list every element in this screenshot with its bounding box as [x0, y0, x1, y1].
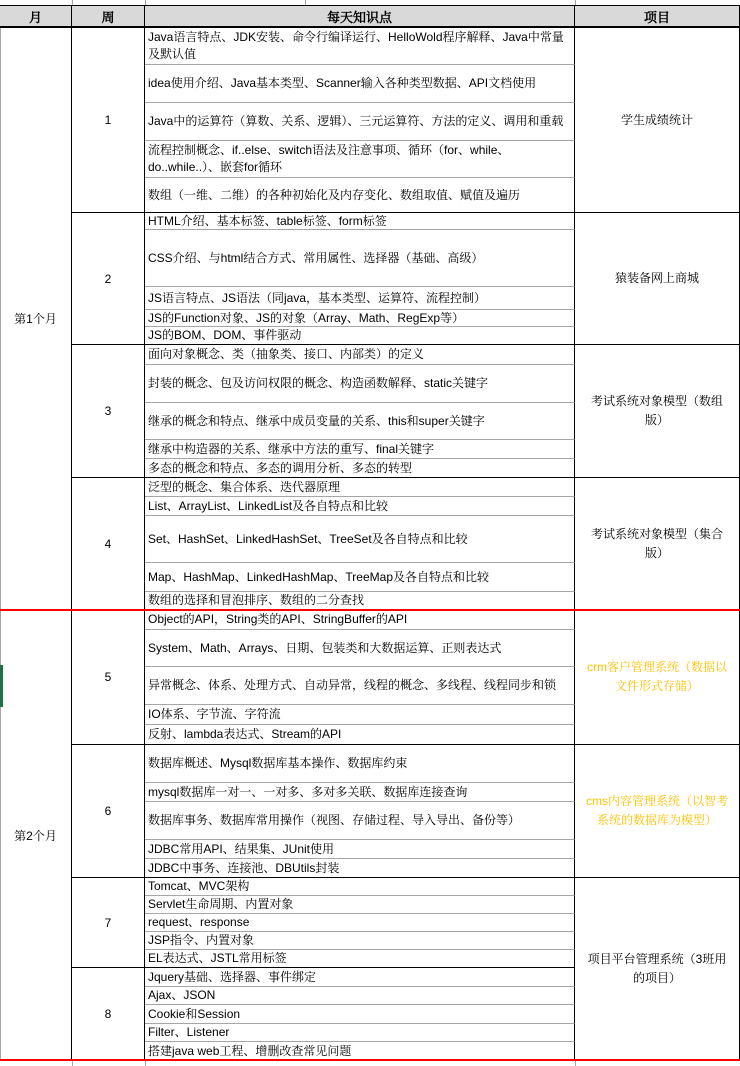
topic-cell[interactable]: Object的API，String类的API、StringBuffer的API [145, 610, 575, 630]
week-cell-6[interactable]: 6 [72, 745, 145, 878]
topic-cell[interactable]: Jquery基础、选择器、事件绑定 [145, 968, 575, 987]
topic-cell[interactable]: JDBC中事务、连接池、DBUtils封装 [145, 859, 575, 878]
topic-cell[interactable]: JS的Function对象、JS的对象（Array、Math、RegExp等） [145, 310, 575, 327]
left-edge-green-mark [0, 665, 3, 707]
topic-cell[interactable]: System、Math、Arrays、日期、包装类和大数据运算、正则表达式 [145, 630, 575, 667]
topic-cell[interactable]: Filter、Listener [145, 1024, 575, 1042]
week-cell-2[interactable]: 2 [72, 213, 145, 345]
month-divider-red-line [0, 609, 740, 611]
header-cell-month[interactable]: 月 [0, 6, 72, 26]
week-cell-1[interactable]: 1 [72, 28, 145, 213]
topic-cell[interactable]: HTML介绍、基本标签、table标签、form标签 [145, 213, 575, 230]
project-cell-1[interactable]: 学生成绩统计 [575, 28, 740, 213]
header-cell-project[interactable]: 项目 [575, 6, 740, 26]
topic-cell[interactable]: JSP指令、内置对象 [145, 932, 575, 950]
topic-cell[interactable]: Java语言特点、JDK安装、命令行编译运行、HelloWold程序解释、Java中常量及默认值 [145, 28, 575, 65]
topic-cell[interactable]: List、ArrayList、LinkedList及各自特点和比较 [145, 497, 575, 516]
topic-cell[interactable]: 数组的选择和冒泡排序、数组的二分查找 [145, 592, 575, 610]
topic-cell[interactable]: Cookie和Session [145, 1005, 575, 1024]
project-cell-5[interactable]: crm客户管理系统（数据以文件形式存储） [575, 610, 740, 745]
month-column [0, 28, 72, 1060]
month-cell-1[interactable]: 第1个月 [0, 28, 72, 610]
topic-cell[interactable]: Ajax、JSON [145, 987, 575, 1005]
project-cell-3[interactable]: 考试系统对象模型（数组版） [575, 345, 740, 478]
topic-cell[interactable]: 面向对象概念、类（抽象类、接口、内部类）的定义 [145, 345, 575, 365]
topic-cell[interactable]: Java中的运算符（算数、关系、逻辑）、三元运算符、方法的定义、调用和重载 [145, 103, 575, 141]
topic-cell[interactable]: Set、HashSet、LinkedHashSet、TreeSet及各自特点和比较 [145, 516, 575, 563]
topic-cell[interactable]: 反射、lambda表达式、Stream的API [145, 725, 575, 745]
topic-cell[interactable]: 数据库事务、数据库常用操作（视图、存储过程、导入导出、备份等） [145, 802, 575, 840]
week-cell-4[interactable]: 4 [72, 478, 145, 610]
bottom-red-line [0, 1059, 740, 1061]
month-cell-2[interactable]: 第2个月 [0, 610, 72, 1060]
topic-cell[interactable]: Servlet生命周期、内置对象 [145, 896, 575, 914]
topic-cell[interactable]: 流程控制概念、if..else、switch语法及注意事项、循环（for、while、do..while..）、嵌套for循环 [145, 141, 575, 178]
bottom-row-sliver [0, 1061, 740, 1066]
week-cell-8[interactable]: 8 [72, 968, 145, 1060]
topic-cell[interactable]: 继承中构造器的关系、继承中方法的重写、final关键字 [145, 440, 575, 459]
topic-cell[interactable]: 异常概念、体系、处理方式、自动异常，线程的概念、多线程、线程同步和锁 [145, 667, 575, 705]
week-cell-5[interactable]: 5 [72, 610, 145, 745]
topic-cell[interactable]: 泛型的概念、集合体系、迭代器原理 [145, 478, 575, 497]
week-cell-7[interactable]: 7 [72, 878, 145, 968]
topic-cell[interactable]: mysql数据库一对一、一对多、多对多关联、数据库连接查询 [145, 783, 575, 802]
topic-cell[interactable]: 封装的概念、包及访问权限的概念、构造函数解释、static关键字 [145, 365, 575, 403]
topic-cell[interactable]: JS的BOM、DOM、事件驱动 [145, 327, 575, 345]
topic-cell[interactable]: request、response [145, 914, 575, 932]
project-cell-7[interactable]: 项目平台管理系统（3班用的项目） [575, 878, 740, 1060]
topic-cell[interactable]: 数据库概述、Mysql数据库基本操作、数据库约束 [145, 745, 575, 783]
project-cell-4[interactable]: 考试系统对象模型（集合版） [575, 478, 740, 610]
gridline [145, 1061, 146, 1066]
project-cell-2[interactable]: 猿装备网上商城 [575, 213, 740, 345]
topic-cell[interactable]: JS语言特点、JS语法（同java，基本类型、运算符、流程控制） [145, 287, 575, 310]
topic-cell[interactable]: CSS介绍、与html结合方式、常用属性、选择器（基础、高级） [145, 230, 575, 287]
topic-cell[interactable]: 多态的概念和特点、多态的调用分析、多态的转型 [145, 459, 575, 478]
table-body [0, 28, 740, 1060]
gridline [575, 1061, 576, 1066]
topic-cell[interactable]: 数组（一维、二维）的各种初始化及内存变化、数组取值、赋值及遍历 [145, 178, 575, 213]
week-column [72, 28, 145, 1060]
topic-cell[interactable]: Tomcat、MVC架构 [145, 878, 575, 896]
topic-cell[interactable]: idea使用介绍、Java基本类型、Scanner输入各种类型数据、API文档使用 [145, 65, 575, 103]
project-column [575, 28, 740, 1060]
topic-cell[interactable]: JDBC常用API、结果集、JUnit使用 [145, 840, 575, 859]
topic-cell[interactable]: Map、HashMap、LinkedHashMap、TreeMap及各自特点和比较 [145, 563, 575, 592]
week-cell-3[interactable]: 3 [72, 345, 145, 478]
table-header-row [0, 5, 740, 28]
topic-cell[interactable]: IO体系、字节流、字符流 [145, 705, 575, 725]
header-cell-topics[interactable]: 每天知识点 [145, 6, 575, 26]
gridline [72, 1061, 73, 1066]
topic-cell[interactable]: 继承的概念和特点、继承中成员变量的关系、this和super关键字 [145, 403, 575, 440]
topics-column [145, 28, 575, 1060]
topic-cell[interactable]: EL表达式、JSTL常用标签 [145, 950, 575, 968]
topic-cell[interactable]: 搭建java web工程、增删改查常见问题 [145, 1042, 575, 1060]
project-cell-6[interactable]: cms内容管理系统（以智考系统的数据库为模型） [575, 745, 740, 878]
header-cell-week[interactable]: 周 [72, 6, 145, 26]
